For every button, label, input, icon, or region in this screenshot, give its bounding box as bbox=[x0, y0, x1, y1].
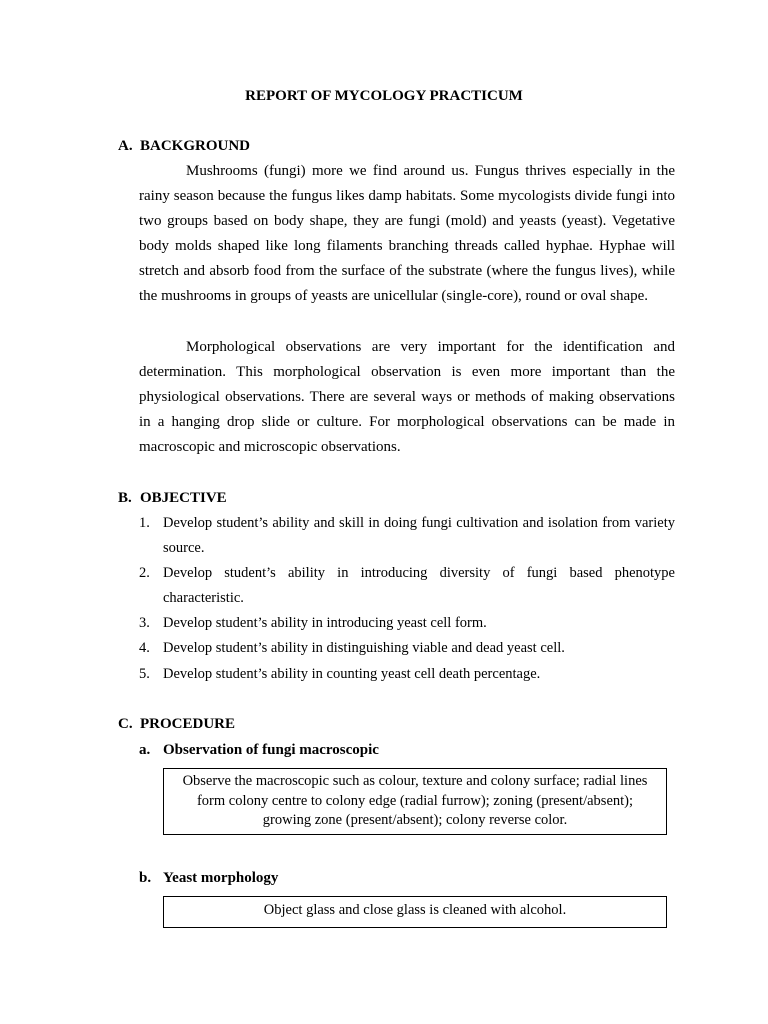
section-letter: B. bbox=[118, 490, 132, 506]
section-title: PROCEDURE bbox=[140, 716, 236, 732]
background-paragraph-2: Morphological observations are very important for the identification and determination. This morphological observation is even more important than the physiological observations. There are several ways or methods of making observations in a hanging drop slide or culture. For morphological observations can be made in macroscopic and microscopic observations. bbox=[139, 339, 675, 456]
objective-item: 3. Develop student’s ability in introducing yeast cell form. bbox=[139, 615, 487, 632]
objective-item: 1. Develop student’s ability and skill in doing fungi cultivation and isolation from variety source. bbox=[139, 515, 675, 557]
objective-item: 2. Develop student’s ability in introducing diversity of fungi based phenotype characteristic. bbox=[139, 565, 675, 607]
subheading-yeast-morphology: b. Yeast morphology bbox=[139, 870, 279, 886]
background-paragraph-1: Mushrooms (fungi) more we find around us. Fungus thrives especially in the rainy season because the fungus likes damp habitats. Some mycologists divide fungi into two groups based on body shape, they are fungi (mold) and yeasts (yeast). Vegetative body molds shaped like long filaments branching threads called hyphae. Hyphae will stretch and absorb food from the surface of the substrate (where the fungus lives), while the mushrooms in groups of yeasts are unicellular (single-core), round or oval shape. bbox=[139, 163, 675, 305]
subheading-macroscopic: a. Observation of fungi macroscopic bbox=[139, 742, 379, 758]
section-title: OBJECTIVE bbox=[140, 490, 227, 506]
procedure-box-macroscopic: Observe the macroscopic such as colour, texture and colony surface; radial lines form colony centre to colony edge (radial furrow); zoning (present/absent); growing zone (present/absent); colony reverse color. bbox=[163, 768, 667, 835]
section-heading-procedure bbox=[118, 716, 235, 733]
objective-item: 5. Develop student’s ability in counting yeast cell death percentage. bbox=[139, 665, 541, 682]
section-heading-background bbox=[118, 138, 250, 155]
section-letter: C. bbox=[118, 716, 133, 732]
section-heading-objective bbox=[118, 490, 227, 507]
procedure-box-yeast-morphology: Object glass and close glass is cleaned with alcohol. bbox=[163, 896, 667, 928]
objective-item: 4. Develop student’s ability in distinguishing viable and dead yeast cell. bbox=[139, 640, 565, 657]
objective-list bbox=[139, 511, 675, 687]
section-letter: A. bbox=[118, 138, 133, 154]
section-title: BACKGROUND bbox=[140, 138, 251, 154]
report-title: REPORT OF MYCOLOGY PRACTICUM bbox=[245, 88, 523, 104]
